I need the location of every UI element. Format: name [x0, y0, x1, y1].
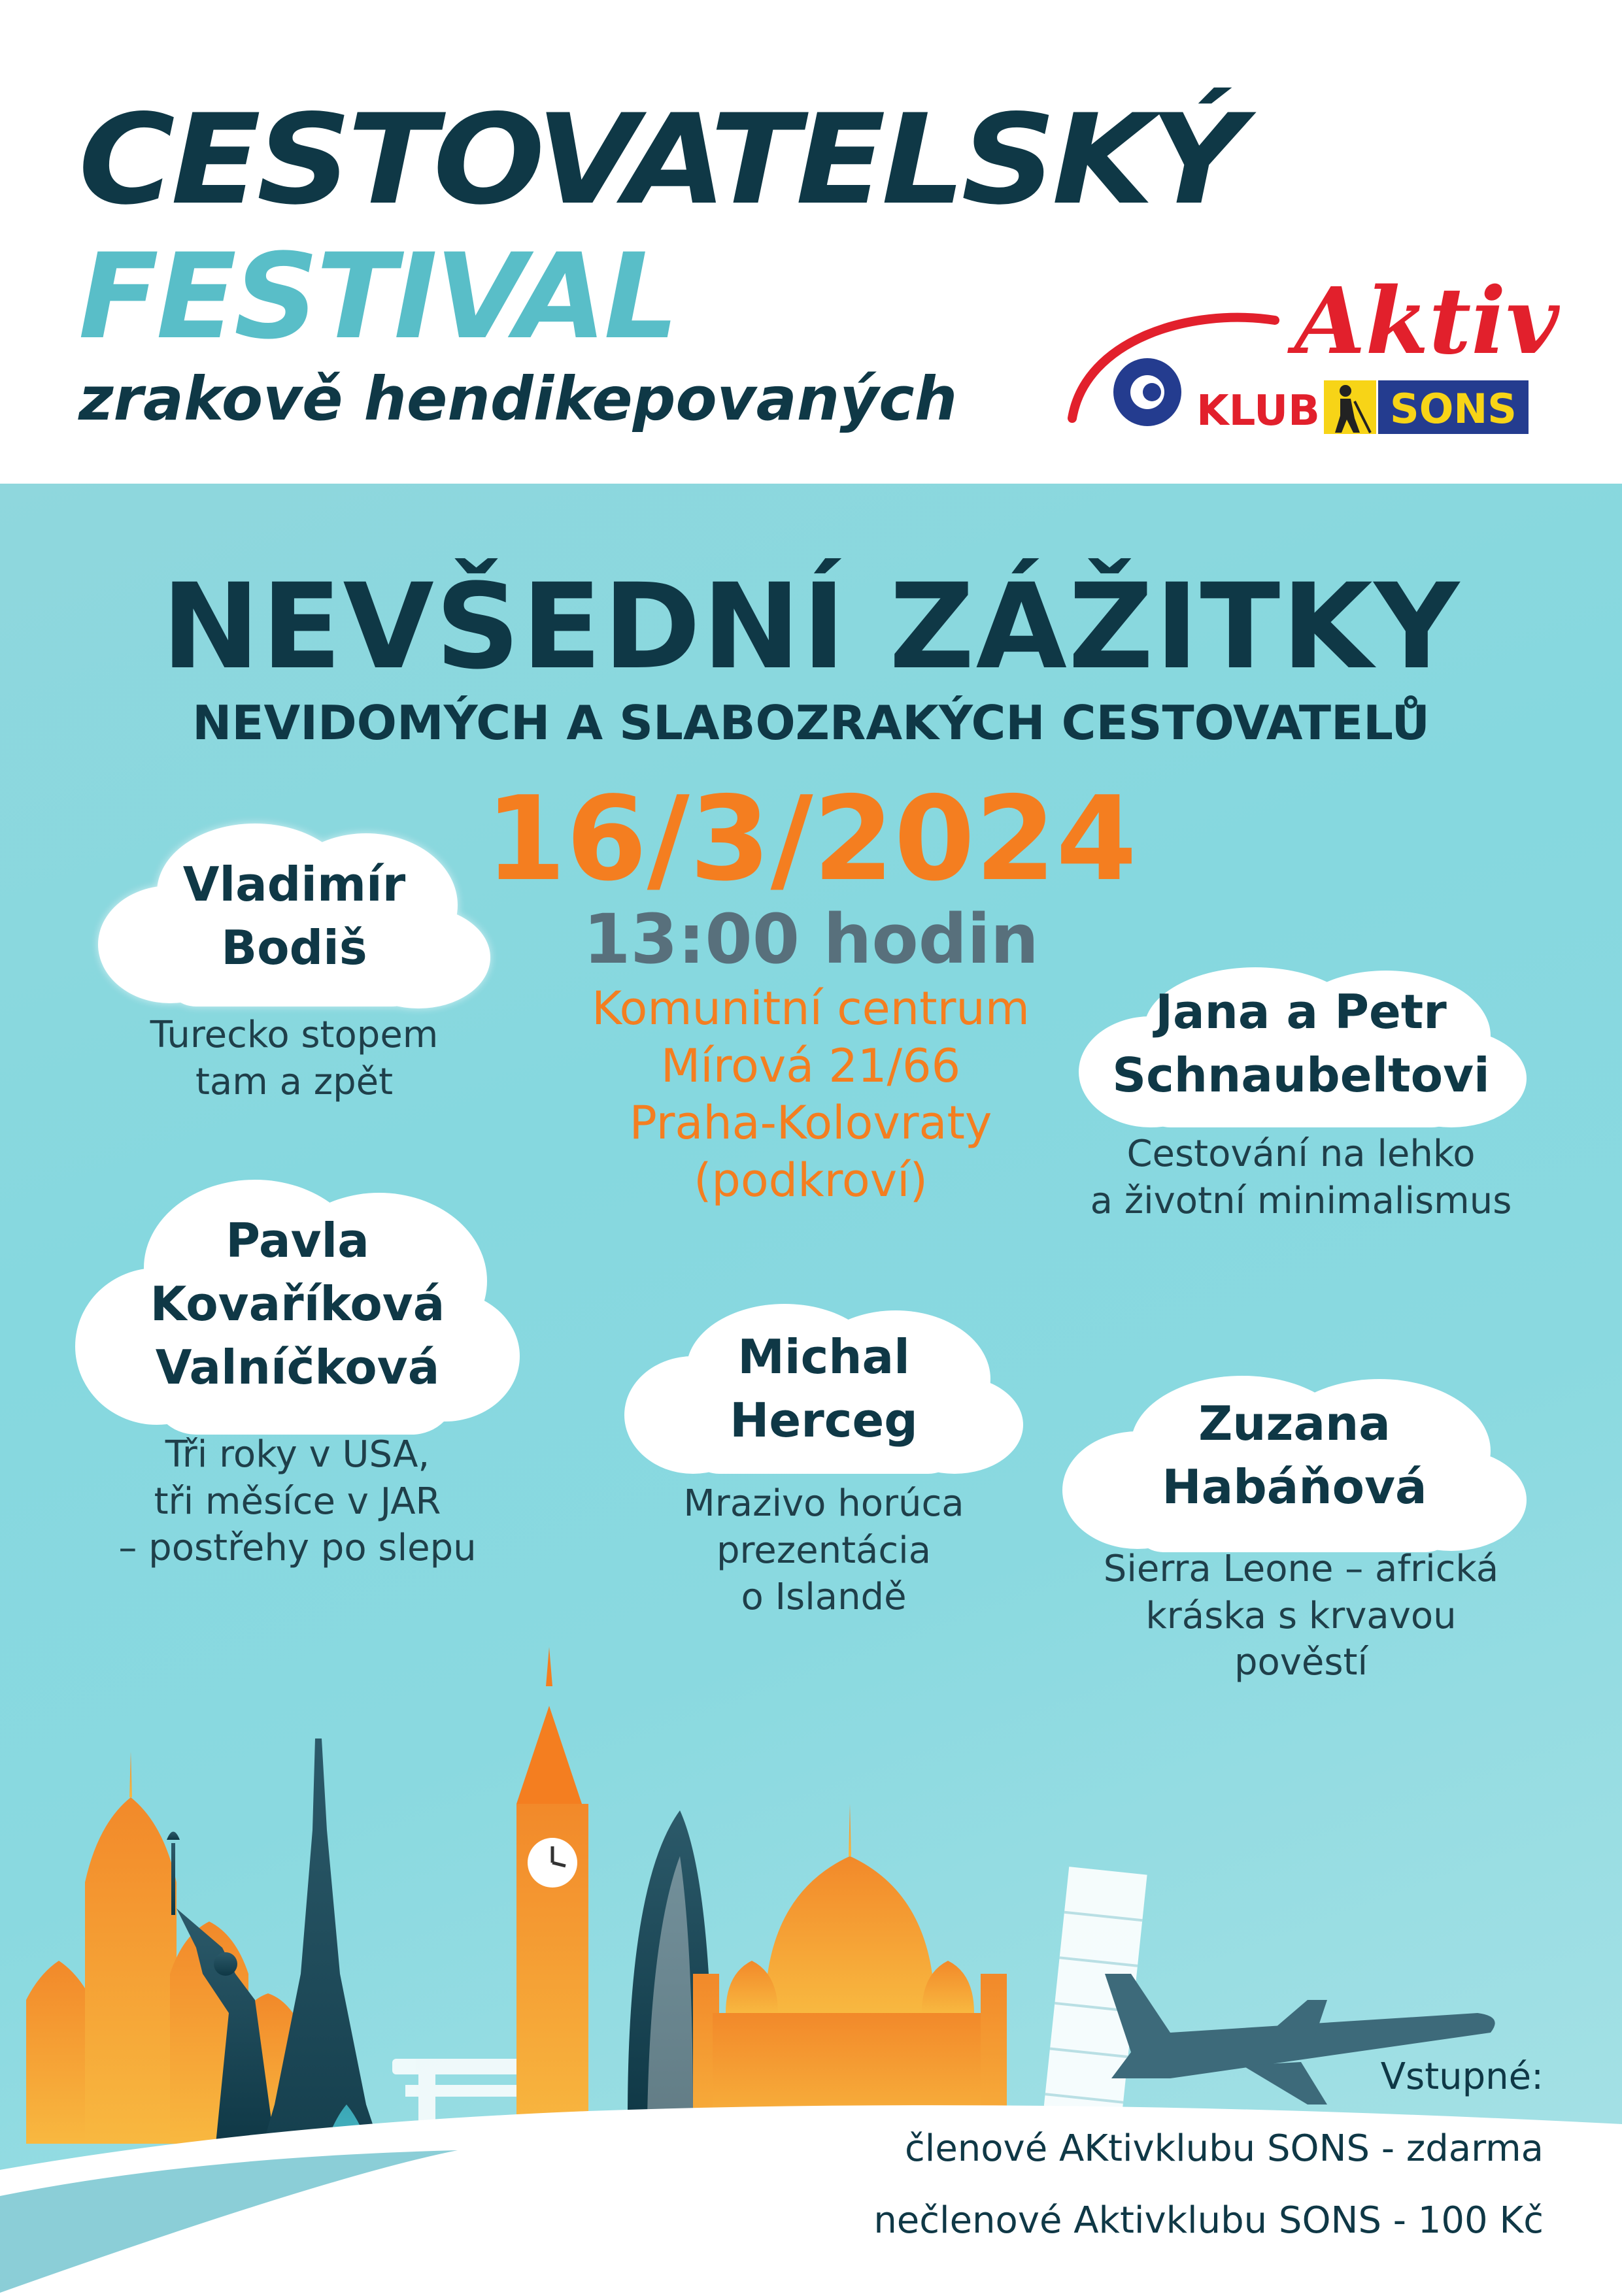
fees-members: členové AKtivklubu SONS - zdarma [905, 2127, 1544, 2170]
talk-line: – postřehy po slepu [118, 1527, 477, 1570]
talk-line: Sierra Leone – africká [1103, 1548, 1499, 1590]
logo-sons: SONS [1390, 385, 1517, 433]
fees-nonmembers: nečlenové Aktivklubu SONS - 100 Kč [873, 2199, 1544, 2242]
talk-line: Cestování na lehko [1126, 1133, 1476, 1175]
talk-line: o Islandě [741, 1576, 907, 1619]
logo-swoosh-icon [1059, 261, 1559, 444]
talk-line: prezentácia [716, 1529, 932, 1572]
talk-line: tři měsíce v JAR [154, 1480, 441, 1523]
speaker-name: Habáňová [1162, 1459, 1427, 1515]
talk-line: kráska s krvavou [1145, 1594, 1457, 1637]
speaker-name: Kovaříková [150, 1276, 445, 1332]
venue-line: (podkroví) [694, 1153, 928, 1207]
event-date: 16/3/2024 [485, 771, 1137, 907]
speaker-cloud [1059, 1373, 1530, 1556]
speaker-name: Schnaubeltovi [1112, 1048, 1490, 1103]
logo-script: Aktiv [1294, 268, 1559, 375]
venue-line: Praha-Kolovraty [629, 1096, 992, 1150]
venue-line: Mírová 21/66 [660, 1039, 961, 1093]
speaker-talk [92, 1012, 497, 1105]
aktiv-klub-sons-logo [1059, 261, 1559, 444]
speaker-name: Valníčková [155, 1340, 440, 1395]
landmarks-illustration [0, 1608, 1622, 2293]
speaker-cloud [92, 820, 497, 1010]
speaker-talk [1046, 1131, 1556, 1224]
venue-line: Komunitní centrum [592, 982, 1030, 1035]
event-venue [497, 980, 1124, 1209]
speaker-cloud [621, 1301, 1026, 1477]
speaker-name: Zuzana [1198, 1396, 1391, 1451]
logo-klub: KLUB [1196, 387, 1320, 435]
speaker-name: Bodiš [221, 920, 367, 976]
skyline-icon [0, 1608, 1622, 2293]
event-subheading: NEVIDOMÝCH A SLABOZRAKÝCH CESTOVATELŮ [192, 695, 1430, 750]
talk-line: a životní minimalismus [1090, 1179, 1512, 1222]
festival-title: CESTOVATELSKÝ [78, 88, 1242, 232]
festival-title-2: FESTIVAL [78, 229, 677, 365]
talk-line: tam a zpět [195, 1060, 394, 1103]
speaker-name: Pavla [226, 1213, 369, 1268]
event-time: 13:00 hodin [583, 899, 1039, 979]
fees-label: Vstupné: [1380, 2055, 1544, 2098]
speaker-cloud [72, 1176, 523, 1438]
event-heading: NEVŠEDNÍ ZÁŽITKY [161, 559, 1461, 695]
speaker-talk [621, 1480, 1026, 1621]
talk-line: pověstí [1234, 1641, 1368, 1684]
speaker-cloud [1072, 964, 1530, 1131]
speaker-name: Michal [737, 1329, 910, 1384]
speaker-name: Jana a Petr [1155, 984, 1447, 1039]
talk-line: Mrazivo horúca [683, 1482, 964, 1525]
speaker-name: Vladimír [182, 857, 406, 912]
talk-line: Tři roky v USA, [165, 1433, 430, 1476]
speaker-talk [72, 1431, 523, 1572]
talk-line: Turecko stopem [150, 1014, 439, 1056]
festival-subtitle: zrakově hendikepovaných [78, 364, 958, 434]
speaker-name: Herceg [730, 1393, 918, 1448]
